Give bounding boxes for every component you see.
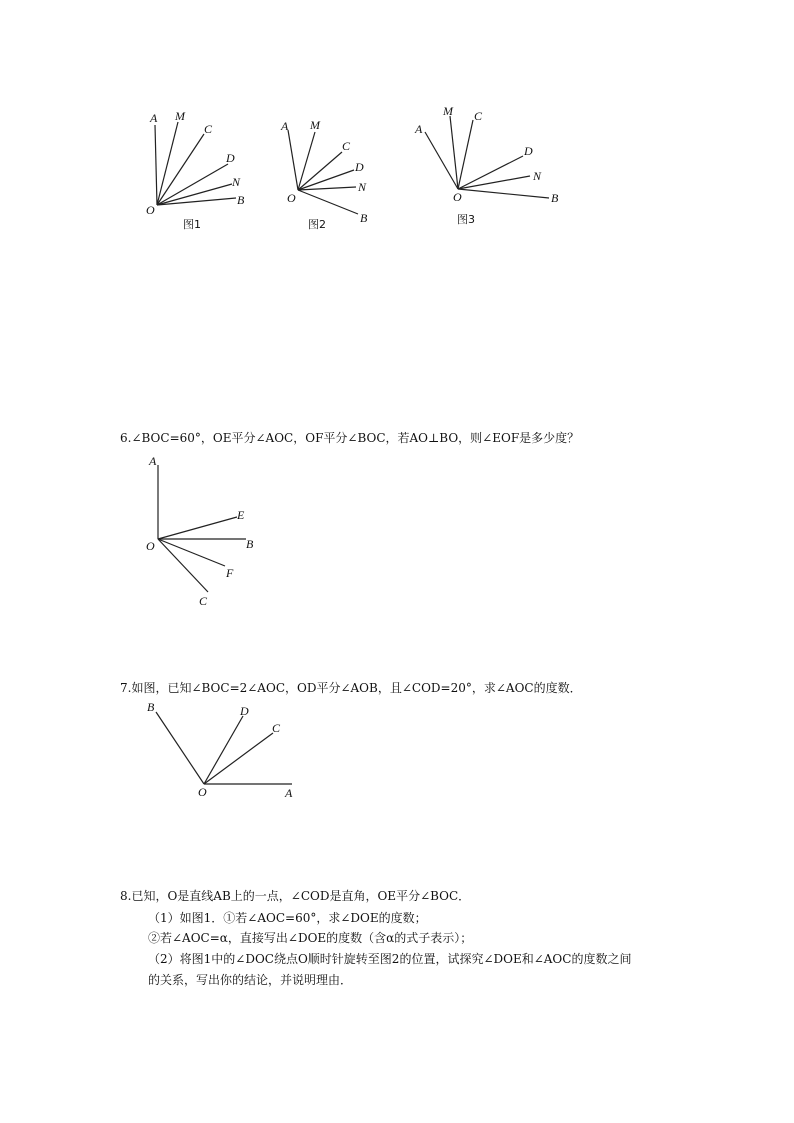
figure-caption: 图1 [183, 218, 201, 231]
label-c: C [342, 139, 351, 153]
ray-oe [158, 517, 237, 539]
ray-om [157, 122, 178, 205]
label-c: C [474, 109, 483, 123]
label-a: A [415, 122, 423, 136]
question-6-text: 6.∠BOC=60°，OE平分∠AOC，OF平分∠BOC，若AO⊥BO，则∠EOF是多少度？ [120, 431, 580, 445]
question-6-figure [140, 450, 270, 615]
label-o: O [146, 539, 155, 553]
figure-2 [270, 110, 390, 235]
label-b: B [360, 211, 368, 225]
label-d: D [355, 160, 364, 174]
label-c: C [199, 594, 208, 608]
ray-oa [155, 125, 157, 205]
figure-caption: 图3 [457, 213, 475, 226]
figure-1 [140, 100, 260, 235]
question-8-text: 8.已知，O是直线AB上的一点，∠COD是直角，OE平分∠BOC． [120, 889, 471, 903]
label-n: N [533, 169, 542, 183]
question-8-part-2: （2）将图1中的∠DOC绕点O顺时针旋转至图2的位置，试探究∠DOE和∠AOC的度数之间 [148, 952, 632, 966]
ray-oc [298, 152, 342, 190]
label-c: C [204, 122, 213, 136]
label-f: F [226, 566, 234, 580]
ray-ob [156, 712, 204, 784]
label-d: D [226, 151, 235, 165]
label-b: B [147, 700, 155, 714]
question-8-part-2b: 的关系，写出你的结论，并说明理由． [148, 973, 353, 987]
label-b: B [237, 193, 245, 207]
ray-oa [288, 130, 298, 190]
label-m: M [443, 104, 453, 118]
ray-on [458, 176, 530, 189]
label-c: C [272, 721, 281, 735]
label-n: N [358, 180, 367, 194]
ray-oc [204, 733, 273, 784]
ray-of [158, 539, 225, 566]
label-a: A [281, 119, 289, 133]
ray-om [298, 132, 315, 190]
label-d: D [240, 704, 249, 718]
label-b: B [246, 537, 254, 551]
label-b: B [551, 191, 559, 205]
label-m: M [175, 109, 185, 123]
ray-oc [458, 120, 473, 189]
figure-3 [405, 100, 570, 230]
label-o: O [287, 191, 296, 205]
label-a: A [285, 786, 293, 800]
question-8-part-1: （1）如图1．①若∠AOC=60°，求∠DOE的度数； [148, 911, 427, 925]
ray-od [458, 156, 523, 189]
question-8-part-1b: ②若∠AOC=α，直接写出∠DOE的度数（含α的式子表示）； [148, 931, 473, 945]
label-o: O [453, 190, 462, 204]
label-a: A [149, 454, 157, 468]
label-e: E [237, 508, 245, 522]
label-n: N [232, 175, 241, 189]
label-a: A [150, 111, 158, 125]
ray-od [204, 716, 243, 784]
question-7-text: 7.如图，已知∠BOC=2∠AOC，OD平分∠AOB，且∠COD=20°，求∠AOC的度数． [120, 681, 582, 695]
label-o: O [146, 203, 155, 217]
ray-ob [298, 190, 358, 214]
ray-ob [458, 189, 549, 198]
label-d: D [524, 144, 533, 158]
question-7-figure [140, 698, 305, 808]
ray-oc [158, 539, 208, 592]
figure-caption: 图2 [308, 218, 326, 231]
ray-od [157, 164, 228, 205]
label-m: M [310, 118, 320, 132]
label-o: O [198, 785, 207, 799]
